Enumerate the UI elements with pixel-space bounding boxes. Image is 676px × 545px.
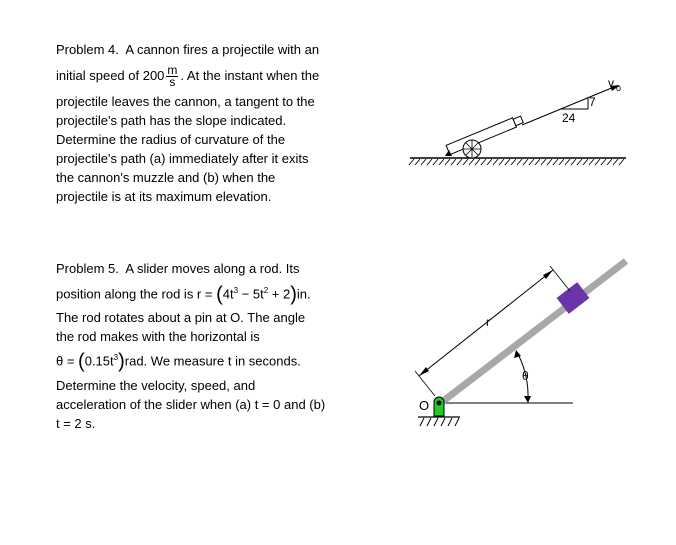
theta-suffix: We measure t in seconds.: [147, 353, 301, 369]
r-close-paren: ): [290, 283, 297, 306]
r-unit: in.: [296, 286, 311, 302]
theta-exp: 3: [113, 353, 119, 363]
r-extension-line-start: [415, 371, 435, 396]
unit-numerator: m: [167, 63, 178, 77]
r-label: r: [486, 315, 490, 329]
problem-4-line-1-text: A cannon fires a projectile with an: [125, 42, 320, 57]
problem-4-line-4: projectile's path has the slope indicated.: [56, 113, 287, 128]
problem-4-line-2-suffix: . At the instant when the: [180, 67, 320, 83]
unit-fraction: [166, 65, 178, 88]
problem-4-heading: Problem 4.: [56, 42, 119, 57]
pin: [437, 401, 442, 406]
problem-4-line-6: projectile's path (a) immediately after it exits: [56, 151, 309, 166]
theta-open-paren: (: [78, 350, 85, 373]
theta-arrow-bottom: [524, 396, 531, 403]
theta-arrow-top: [514, 350, 521, 358]
problem-5-text: [56, 259, 366, 433]
r-term-c: + 2: [268, 286, 291, 302]
r-term-a: 4t: [222, 286, 234, 302]
problem-4-line-2: [56, 65, 366, 88]
ground-hatching: [409, 159, 624, 165]
problem-5-line-1: [56, 259, 366, 278]
initial-speed-text: initial speed of 200: [56, 67, 165, 83]
problem-5-line-3: The rod rotates about a pin at O. The angle: [56, 310, 306, 326]
problem-4-line-1: [56, 40, 366, 59]
pin-base-hatching: [420, 418, 459, 426]
r-term-b: − 5t: [238, 286, 264, 302]
velocity-subscript: o: [616, 83, 622, 93]
pin-label: O: [419, 398, 430, 413]
problem-5-line-8: t = 2 s.: [56, 415, 96, 431]
problem-5-line-1-text: A slider moves along a rod. Its: [125, 261, 300, 276]
r-arrow-end: [543, 270, 553, 279]
theta-term: 0.15t: [84, 353, 114, 369]
r-open-paren: (: [216, 283, 223, 306]
theta-unit: rad.: [124, 353, 148, 369]
slope-run-label: 24: [562, 111, 576, 125]
r-exp-a: 3: [233, 286, 239, 295]
problem-4-text: [56, 40, 366, 206]
slope-rise-label: 7: [589, 95, 596, 109]
problem-5-line-2: [56, 281, 366, 304]
theta-close-paren: ): [118, 350, 125, 373]
pin-support: [434, 397, 444, 416]
unit-denominator: s: [169, 75, 176, 89]
problem-4-line-5: Determine the radius of curvature of the: [56, 132, 286, 147]
problem-4-line-7: the cannon's muzzle and (b) when the: [56, 170, 276, 185]
r-extension-line-end: [550, 266, 570, 291]
problem-5-line-7: acceleration of the slider when (a) t = 0 and (b): [56, 396, 326, 412]
r-arrow-start: [419, 367, 429, 376]
problem-4-line-3: projectile leaves the cannon, a tangent to the: [56, 94, 315, 109]
rod: [438, 261, 626, 405]
problem-4-line-8: projectile is at its maximum elevation.: [56, 189, 272, 204]
problem-5-line-4: the rod makes with the horizontal is: [56, 329, 260, 345]
rod-figure: [400, 250, 640, 450]
r-exp-b: 2: [263, 286, 269, 295]
problem-5-line-6: Determine the velocity, speed, and: [56, 377, 256, 393]
theta-label: θ: [522, 369, 529, 383]
problem-5-heading: Problem 5.: [56, 261, 119, 276]
problem-5-line-5: [56, 348, 366, 371]
position-text: position along the rod is r =: [56, 286, 217, 302]
theta-prefix: θ =: [56, 353, 79, 369]
cannon-figure: [400, 70, 640, 170]
cannon-barrel: [446, 115, 524, 155]
cannon-wheel: [463, 140, 481, 158]
velocity-label: v: [608, 76, 614, 90]
